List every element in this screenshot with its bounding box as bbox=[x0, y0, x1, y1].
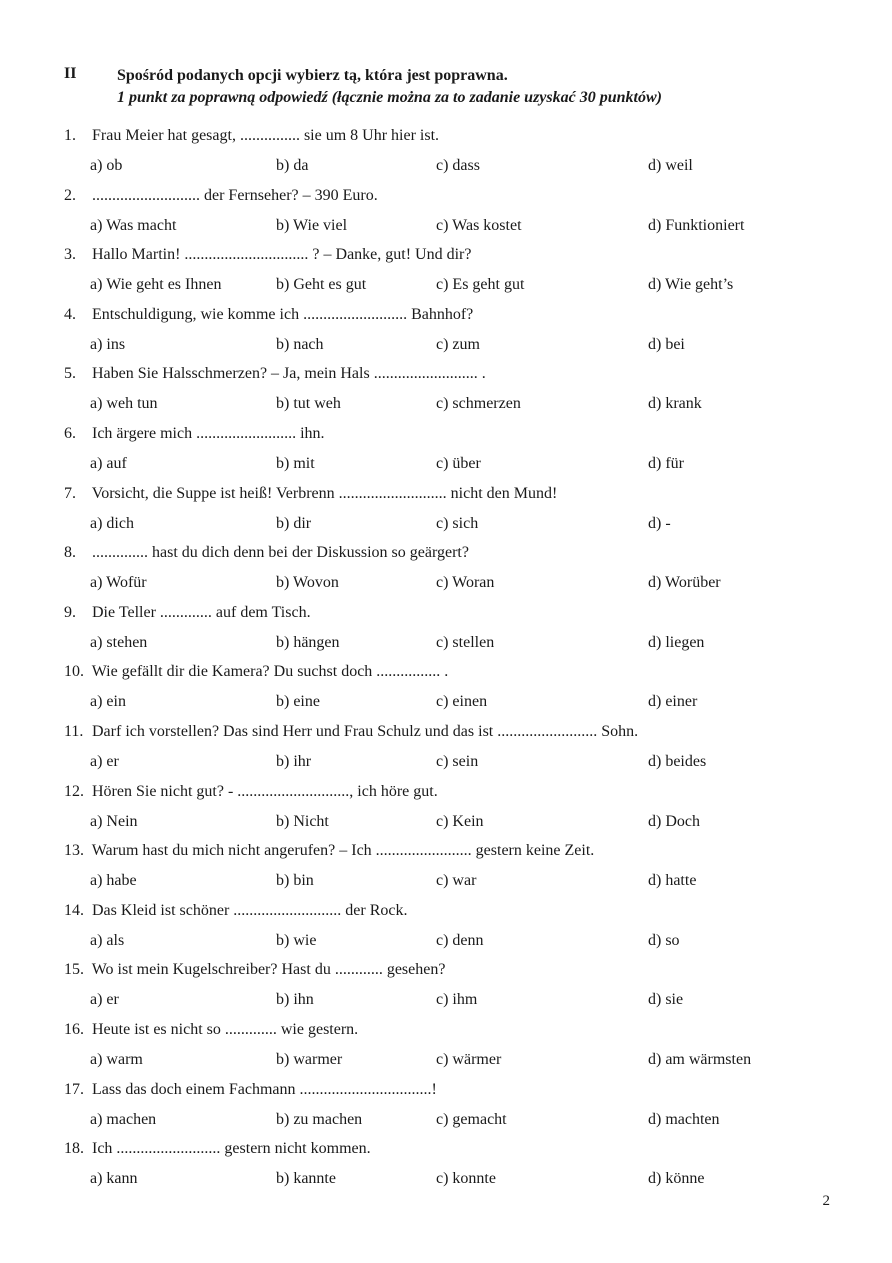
section-heading bbox=[117, 65, 662, 109]
option-b[interactable]: b) nach bbox=[276, 335, 324, 353]
option-a[interactable]: a) Wofür bbox=[90, 574, 147, 592]
options-row bbox=[0, 1170, 892, 1192]
question-4 bbox=[64, 306, 473, 324]
option-b[interactable]: b) wie bbox=[276, 931, 317, 949]
option-d[interactable]: d) Wie geht’s bbox=[648, 276, 734, 294]
question-5 bbox=[64, 365, 486, 383]
question-number: 11. bbox=[64, 723, 84, 740]
question-number: 5. bbox=[64, 365, 76, 383]
question-12 bbox=[64, 783, 438, 801]
question-number: 3. bbox=[64, 246, 76, 264]
option-a[interactable]: a) weh tun bbox=[90, 395, 158, 413]
options-row bbox=[0, 753, 892, 775]
option-b[interactable]: b) kannte bbox=[276, 1170, 336, 1188]
options-row bbox=[0, 634, 892, 656]
option-c[interactable]: c) sich bbox=[436, 514, 479, 532]
option-d[interactable]: d) sie bbox=[648, 991, 684, 1009]
question-text: Haben Sie Halsschmerzen? – Ja, mein Hals .......................... . bbox=[92, 365, 486, 383]
question-7 bbox=[64, 485, 557, 503]
question-3 bbox=[64, 246, 471, 264]
option-a[interactable]: a) auf bbox=[90, 455, 127, 472]
question-number: 1. bbox=[64, 127, 76, 144]
question-13 bbox=[64, 842, 594, 860]
question-number: 15. bbox=[64, 961, 84, 979]
question-text: Ich .......................... gestern nicht kommen. bbox=[92, 1140, 371, 1158]
question-15 bbox=[64, 961, 445, 979]
options-row bbox=[0, 574, 892, 596]
option-b[interactable]: b) mit bbox=[276, 455, 315, 472]
question-11 bbox=[64, 723, 638, 741]
options-row bbox=[0, 872, 892, 894]
option-d[interactable]: d) Funktioniert bbox=[648, 216, 745, 234]
option-a[interactable]: a) dich bbox=[90, 514, 134, 532]
question-number: 13. bbox=[64, 842, 84, 860]
question-text: Wo ist mein Kugelschreiber? Hast du ............ gesehen? bbox=[91, 961, 446, 979]
option-c[interactable]: c) wärmer bbox=[436, 1051, 502, 1068]
question-text: Wie gefällt dir die Kamera? Du suchst doch ................ . bbox=[91, 663, 449, 681]
option-b[interactable]: b) da bbox=[276, 157, 309, 174]
option-a[interactable]: a) ein bbox=[90, 693, 126, 711]
question-number: 16. bbox=[64, 1021, 84, 1038]
option-a[interactable]: a) warm bbox=[90, 1051, 143, 1068]
option-a[interactable]: a) stehen bbox=[90, 633, 148, 651]
question-text: Ich ärgere mich ......................... ihn. bbox=[92, 425, 325, 442]
option-a[interactable]: a) Was macht bbox=[90, 216, 177, 234]
option-d[interactable]: d) krank bbox=[648, 395, 702, 413]
option-c[interactable]: c) gemacht bbox=[436, 1110, 507, 1128]
option-b[interactable]: b) zu machen bbox=[276, 1110, 363, 1128]
option-d[interactable]: d) so bbox=[648, 931, 680, 949]
option-c[interactable]: c) Woran bbox=[436, 574, 495, 592]
option-d[interactable]: d) Worüber bbox=[648, 574, 721, 592]
question-2 bbox=[64, 187, 378, 205]
option-d[interactable]: d) einer bbox=[648, 693, 698, 711]
options-row bbox=[0, 693, 892, 715]
option-c[interactable]: c) schmerzen bbox=[436, 395, 521, 413]
option-b[interactable]: b) eine bbox=[276, 693, 320, 711]
question-number: 6. bbox=[64, 425, 76, 442]
option-d[interactable]: d) weil bbox=[648, 157, 693, 174]
option-c[interactable]: c) Was kostet bbox=[436, 216, 522, 234]
option-a[interactable]: a) ob bbox=[90, 157, 123, 174]
options-row bbox=[0, 336, 892, 358]
question-text: ........................... der Fernseher? – 390 Euro. bbox=[92, 186, 378, 204]
option-d[interactable]: d) liegen bbox=[648, 633, 705, 651]
options-row bbox=[0, 395, 892, 417]
option-b[interactable]: b) hängen bbox=[276, 633, 340, 651]
option-d[interactable]: d) für bbox=[648, 455, 684, 472]
option-d[interactable]: d) hatte bbox=[648, 872, 697, 890]
option-d[interactable]: d) Doch bbox=[648, 812, 700, 830]
question-text: Vorsicht, die Suppe ist heiß! Verbrenn ........................... nicht den Mund! bbox=[91, 484, 558, 502]
question-number: 9. bbox=[64, 603, 76, 621]
section-subtitle: 1 punkt za poprawną odpowiedź (łącznie można za to zadanie uzyskać 30 punktów) bbox=[117, 89, 662, 106]
question-6 bbox=[64, 425, 325, 443]
option-a[interactable]: a) machen bbox=[90, 1110, 157, 1128]
question-text: Hallo Martin! ............................... ? – Danke, gut! Und dir? bbox=[92, 246, 472, 264]
option-b[interactable]: b) warmer bbox=[276, 1051, 343, 1068]
option-a[interactable]: a) kann bbox=[90, 1170, 138, 1188]
options-row bbox=[0, 1051, 892, 1073]
page-number: 2 bbox=[822, 1193, 830, 1209]
question-10 bbox=[64, 663, 448, 681]
option-d[interactable]: d) bei bbox=[648, 335, 685, 353]
question-text: .............. hast du dich denn bei der Diskussion so geärgert? bbox=[92, 544, 469, 562]
question-18 bbox=[64, 1140, 371, 1158]
option-b[interactable]: b) bin bbox=[276, 872, 314, 890]
question-text: Darf ich vorstellen? Das sind Herr und Frau Schulz und das ist ......................... Sohn. bbox=[92, 723, 639, 740]
section-number: II bbox=[64, 65, 77, 82]
option-a[interactable]: a) habe bbox=[90, 872, 137, 890]
question-16 bbox=[64, 1021, 358, 1039]
question-text: Das Kleid ist schöner ........................... der Rock. bbox=[92, 901, 408, 919]
options-row bbox=[0, 991, 892, 1013]
option-b[interactable]: b) Wovon bbox=[276, 574, 339, 592]
option-b[interactable]: b) dir bbox=[276, 514, 312, 532]
question-9 bbox=[64, 604, 311, 622]
question-number: 4. bbox=[64, 305, 76, 323]
option-c[interactable]: c) dass bbox=[436, 157, 480, 174]
option-b[interactable]: b) Geht es gut bbox=[276, 276, 367, 294]
option-c[interactable]: c) sein bbox=[436, 753, 479, 770]
option-d[interactable]: d) - bbox=[648, 514, 671, 532]
option-b[interactable]: b) ihn bbox=[276, 991, 314, 1009]
question-number: 7. bbox=[64, 484, 76, 502]
question-text: Warum hast du mich nicht angerufen? – Ich ........................ gestern keine Zeit. bbox=[91, 842, 595, 860]
question-number: 8. bbox=[64, 544, 76, 562]
option-d[interactable]: d) am wärmsten bbox=[648, 1051, 752, 1068]
options-row bbox=[0, 1111, 892, 1133]
option-d[interactable]: d) könne bbox=[648, 1170, 705, 1188]
option-c[interactable]: c) über bbox=[436, 455, 481, 472]
question-number: 10. bbox=[64, 663, 84, 681]
option-c[interactable]: c) zum bbox=[436, 335, 480, 353]
question-number: 2. bbox=[64, 186, 76, 204]
option-c[interactable]: c) Kein bbox=[436, 812, 484, 830]
option-b[interactable]: b) Wie viel bbox=[276, 216, 348, 234]
option-c[interactable]: c) war bbox=[436, 872, 477, 890]
option-b[interactable]: b) Nicht bbox=[276, 812, 329, 830]
options-row bbox=[0, 932, 892, 954]
option-a[interactable]: a) als bbox=[90, 931, 125, 949]
question-text: Die Teller ............. auf dem Tisch. bbox=[92, 603, 311, 621]
option-a[interactable]: a) ins bbox=[90, 335, 126, 353]
options-row bbox=[0, 157, 892, 179]
option-b[interactable]: b) tut weh bbox=[276, 395, 341, 413]
question-text: Lass das doch einem Fachmann .................................! bbox=[92, 1080, 437, 1098]
question-14 bbox=[64, 902, 408, 920]
options-row bbox=[0, 455, 892, 477]
option-c[interactable]: c) Es geht gut bbox=[436, 276, 525, 294]
option-b[interactable]: b) ihr bbox=[276, 753, 312, 770]
question-17 bbox=[64, 1081, 437, 1099]
section-title: Spośród podanych opcji wybierz tą, która jest poprawna. bbox=[117, 67, 508, 84]
question-8 bbox=[64, 544, 469, 562]
question-text: Heute ist es nicht so ............. wie gestern. bbox=[92, 1021, 359, 1038]
question-number: 18. bbox=[64, 1140, 84, 1158]
option-c[interactable]: c) konnte bbox=[436, 1170, 496, 1188]
option-a[interactable]: a) er bbox=[90, 753, 119, 770]
question-1 bbox=[64, 127, 439, 145]
question-text: Entschuldigung, wie komme ich .......................... Bahnhof? bbox=[92, 305, 474, 323]
question-text: Frau Meier hat gesagt, ............... sie um 8 Uhr hier ist. bbox=[92, 127, 440, 144]
options-row bbox=[0, 813, 892, 835]
option-d[interactable]: d) beides bbox=[648, 753, 707, 770]
option-c[interactable]: c) stellen bbox=[436, 633, 495, 651]
question-number: 17. bbox=[64, 1080, 84, 1098]
option-a[interactable]: a) er bbox=[90, 991, 119, 1009]
option-c[interactable]: c) einen bbox=[436, 693, 488, 711]
question-number: 14. bbox=[64, 901, 84, 919]
options-row bbox=[0, 515, 892, 537]
option-c[interactable]: c) denn bbox=[436, 931, 484, 949]
option-d[interactable]: d) machten bbox=[648, 1110, 720, 1128]
question-number: 12. bbox=[64, 782, 84, 800]
question-text: Hören Sie nicht gut? - ............................, ich höre gut. bbox=[92, 782, 438, 800]
options-row bbox=[0, 217, 892, 239]
option-a[interactable]: a) Nein bbox=[90, 812, 138, 830]
options-row bbox=[0, 276, 892, 298]
option-a[interactable]: a) Wie geht es Ihnen bbox=[90, 276, 222, 294]
option-c[interactable]: c) ihm bbox=[436, 991, 478, 1009]
